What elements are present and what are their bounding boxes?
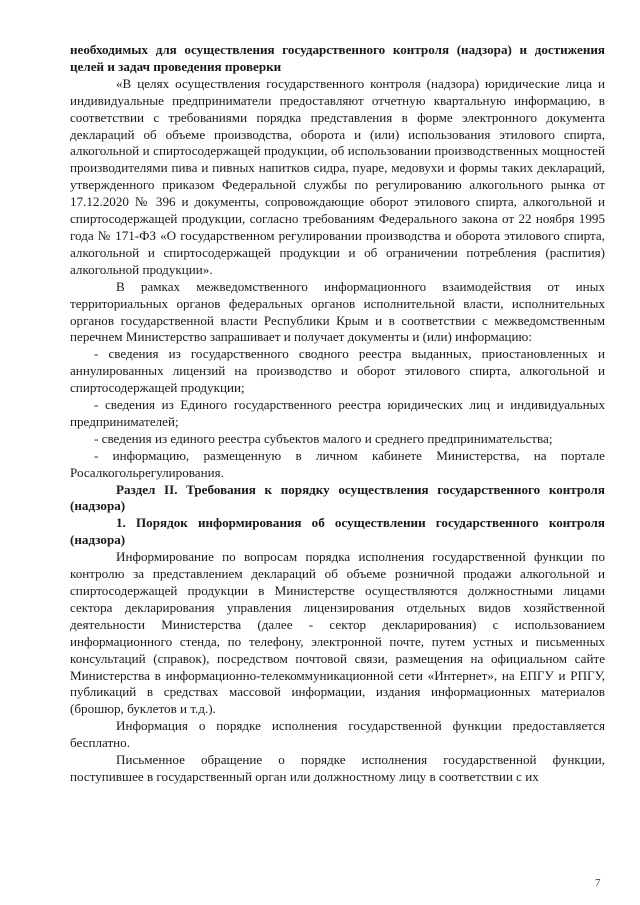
paragraph-written-appeal: Письменное обращение о порядке исполнения государственной функции, поступившее в государственный орган или должностному лицу в соответствии с их	[70, 752, 605, 784]
section-heading: Раздел II. Требования к порядку осуществления государственного контроля (надзора)	[70, 481, 605, 514]
document-page	[70, 42, 605, 786]
list-item-egrul: - сведения из Единого государственного реестра юридических лиц и индивидуальных предпринимателей;	[70, 397, 605, 429]
heading-continuation: необходимых для осуществления государственного контроля (надзора) и достижения целей и задач проведения проверки	[70, 42, 605, 74]
list-item-license-registry: - сведения из государственного сводного реестра выданных, приостановленных и аннулированных лицензий на производство и оборот этилового спирта, алкогольной и спиртосодержащей продукции;	[70, 346, 605, 396]
paragraph-reporting: «В целях осуществления государственного контроля (надзора) юридические лица и индивидуальные предприниматели предоставляют отчетную квартальную информацию, в соответствии с требованиями порядка представления в форме электронного документа деклараций об объеме производства, оборота и (или) использования этилового спирта, алкогольной и спиртосодержащей продукции, об использовании производственных мощностей производителями пива и пивных напитков сидра, пуаре, медовухи и формы таких деклараций, утвержденного приказом Федеральной службы по регулированию алкогольного рынка от 17.12.2020 № 396 и документы, сопровождающие оборот этилового спирта, алкогольной и спиртосодержащей продукции, согласно требованиям Федерального закона от 22 ноября 1995 года № 171-ФЗ «О государственном регулировании производства и оборота этилового спирта, алкогольной и спиртосодержащей продукции и об ограничении потребления (распития) алкогольной продукции».	[70, 75, 605, 277]
paragraph-informing: Информирование по вопросам порядка исполнения государственной функции по контролю за представлением деклараций об объеме розничной продажи алкогольной и спиртосодержащей продукции в Министерстве осуществляются должностными лицами сектора декларирования управления лицензирования отдельных видов хозяйственной деятельности Министерства (далее - сектор декларирования) с использованием информационного стенда, по телефону, электронной почте, путем устных и письменных консультаций (справок), посредством почтовой связи, размещения на официальном сайте Министерства в информационно-телекоммуникационной сети «Интернет», на ЕПГУ и РПГУ, публикаций в средствах массовой информации, издания информационных материалов (брошюр, буклетов и т.д.).	[70, 549, 605, 717]
paragraph-free-info: Информация о порядке исполнения государственной функции предоставляется бесплатно.	[70, 718, 605, 751]
list-item-portal-info: - информацию, размещенную в личном кабинете Министерства, на портале Росалкогольрегулирования.	[70, 447, 605, 480]
paragraph-interagency: В рамках межведомственного информационного взаимодействия от иных территориальных органов федеральных органов исполнительной власти, исполнительных органов государственной власти Республики Крым и в соответствии с межведомственным перечнем Министерство запрашивает и получает документы и (или) информацию:	[70, 278, 605, 345]
page-number: 7	[595, 877, 601, 889]
list-item-sme-registry: - сведения из единого реестра субъектов малого и среднего предпринимательства;	[94, 430, 553, 446]
subsection-heading: 1. Порядок информирования об осуществлении государственного контроля (надзора)	[70, 515, 605, 548]
